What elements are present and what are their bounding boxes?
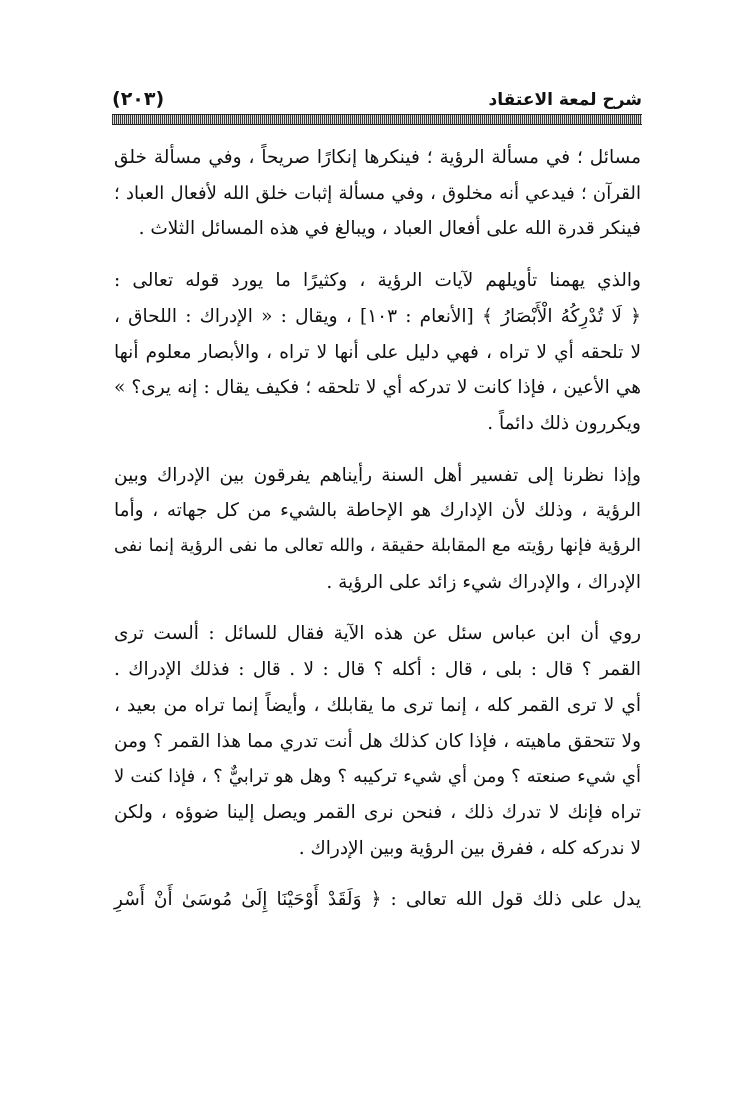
text-line: أي شيء صنعته ؟ ومن أي شيء تركيبه ؟ وهل هو ترابيٌّ ؟ ، فإذا كنت لا [114,766,641,788]
quran-verse-line: يدل على ذلك قول الله تعالى : ﴿ وَلَقَدْ أَوْحَيْنَا إِلَىٰ مُوسَىٰ أَنْ أَسْرِ [114,889,641,911]
text-line: الإدراك ، والإدراك شيء زائد على الرؤية . [326,571,641,593]
text-line: تراه فإنك لا تدرك ذلك ، فنحن نرى القمر ويصل إلينا ضوؤه ، ولكن [114,801,641,823]
page-body [114,140,641,934]
text-line: ولا تتحقق ماهيته ، فإذا كان كذلك هل أنت تدري مما هذا القمر ؟ ومن [114,730,641,752]
text-line: القمر ؟ قال : بلى ، قال : أكله ؟ قال : لا . قال : فذلك الإدراك . [114,659,641,681]
paragraph [114,616,641,866]
paragraph [114,263,641,442]
text-line: القرآن ؛ فيدعي أنه مخلوق ، وفي مسألة إثبات خلق الله لأفعال العباد ؛ [114,182,641,204]
header-rule [112,114,642,125]
text-line: الرؤية فإنها رؤيته مع المقابلة حقيقة ، والله تعالى ما نفى الرؤية إنما نفى [114,536,641,557]
text-line: الرؤية ، وذلك لأن الإدارك هو الإحاطة بالشيء من كل جهاته ، وأما [114,500,641,522]
page-header [112,84,642,114]
paragraph [114,882,641,918]
text-line: روي أن ابن عباس سئل عن هذه الآية فقال للسائل : ألست ترى [114,623,641,645]
text-line: ويكررون ذلك دائماً . [487,412,641,434]
text-line: لا ندركه كله ، ففرق بين الرؤية وبين الإدراك . [298,837,641,859]
paragraph [114,140,641,247]
book-title: شرح لمعة الاعتقاد [488,90,642,110]
text-line: وإذا نظرنا إلى تفسير أهل السنة رأيناهم يفرقون بين الإدراك وبين [114,464,641,486]
paragraph [114,458,641,601]
text-line: هي الأعين ، فإذا كانت لا تدركه أي لا تلحقه ؛ فكيف يقال : إنه يرى؟ » [114,377,641,399]
text-line: فينكر قدرة الله على أفعال العباد ، ويبالغ في هذه المسائل الثلاث . [138,218,641,240]
text-line: مسائل ؛ في مسألة الرؤية ؛ فينكرها إنكارًا صريحاً ، وفي مسألة خلق [114,147,641,168]
text-line: لا تلحقه أي لا تراه ، فهي دليل على أنها لا تراه ، والأبصار معلوم أنها [114,341,641,363]
page-number: (٢٠٣) [112,88,165,110]
quran-verse-line: ﴿ لَا تُدْرِكُهُ الْأَبْصَارُ ﴾ [الأنعام : ١٠٣] ، ويقال : « الإدراك : اللحاق ، [114,305,641,327]
text-line: أي لا ترى القمر كله ، إنما ترى ما يقابلك ، وأيضاً إنما تراه من بعيد ، [114,694,641,716]
text-line: والذي يهمنا تأويلهم لآيات الرؤية ، وكثيرًا ما يورد قوله تعالى : [114,270,641,292]
